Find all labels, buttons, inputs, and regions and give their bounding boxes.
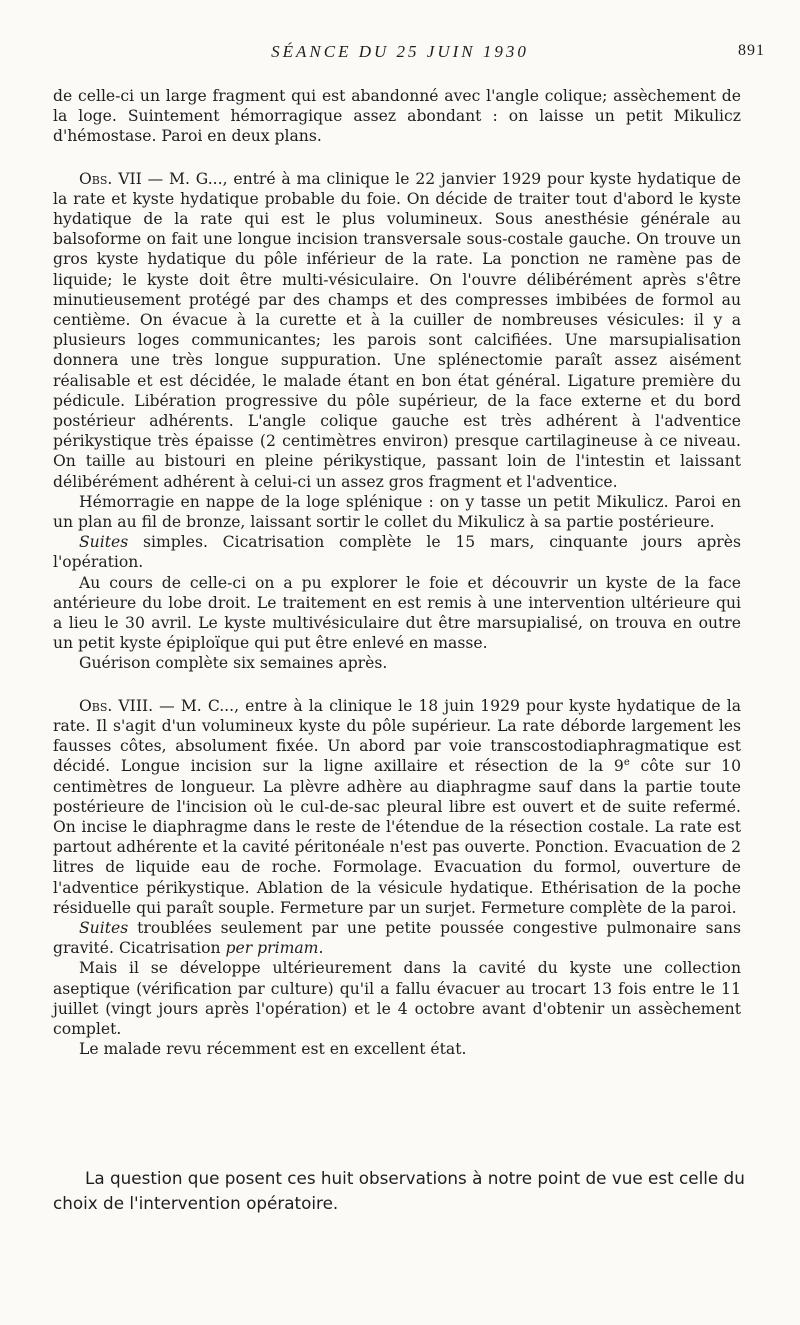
paragraph-intro: de celle-ci un large fragment qui est abandonné avec l'angle colique; assèchement de la loge. Suintement hémorragique assez abondant : on laisse un petit Mikulicz d'hémostase. Paroi en deux plans. bbox=[53, 87, 741, 146]
dash: — bbox=[141, 169, 170, 188]
obs-7-suites bbox=[53, 532, 741, 572]
suites-word: Suites bbox=[79, 533, 129, 552]
obs-8-collection: Mais il se développe ultérieurement dans la cavité du kyste une collection aseptique (vérification par culture) qu'il a fallu évacuer au trocart 13 fois entre le 11 juillet (vingt jours après l'opération) et le 4 octobre avant d'obtenir un assèchement complet. bbox=[53, 959, 741, 1038]
obs-7-suites-text: simples. Cicatrisation complète le 15 mars, cinquante jours après l'opération. bbox=[53, 533, 741, 572]
conclusion-text bbox=[53, 1166, 753, 1216]
obs-7-liver: Au cours de celle-ci on a pu explorer le foie et découvrir un kyste de la face antérieure du lobe droit. Le traitement en est remis à une intervention ultérieure qui a lieu le 30 avril. Le kyste multivésiculaire dut être marsupialisé, on trouva en outre un petit kyste épiploïque qui put être enlevé en masse. bbox=[53, 573, 741, 653]
obs-8-text-b: côte sur 10 centimètres de longueur. La plèvre adhère au diaphragme sauf dans la partie toute postérieure de l'incision où le cul-de-sac pleural libre est ouvert et de suite refermé. On incise le diaphragme dans le reste de l'étendue de la résection costale. La rate est partout adhérente et la cavité péritonéale n'est pas ouverte. Ponction. Evacuation de 2 litres de liquide eau de roche. Formolage. Evacuation du formol, ouverture de l'adventice périkystique. Ablation de la vésicule hydatique. Ethérisation de la poche résiduelle qui paraît souple. Fermeture par un surjet. Fermeture complète de la paroi. bbox=[53, 757, 741, 917]
obs-8-outcome: Le malade revu récemment est en excellent état. bbox=[79, 1040, 467, 1059]
spacer bbox=[53, 147, 741, 169]
page-header bbox=[0, 42, 800, 66]
suites-word: Suites bbox=[79, 918, 129, 937]
obs-8-label: Obs. VIII. bbox=[79, 696, 154, 715]
superscript: e bbox=[623, 757, 630, 769]
obs-8-suites-text: troublées seulement par une petite poussée congestive pulmonaire sans gravité. Cicatrisation bbox=[53, 918, 741, 958]
page-number: 891 bbox=[738, 42, 765, 59]
period: . bbox=[318, 939, 324, 958]
obs-8-paragraph bbox=[53, 696, 741, 918]
obs-7-paragraph bbox=[53, 169, 741, 492]
dash: — bbox=[153, 696, 181, 715]
obs-7-text: M. G..., entré à ma clinique le 22 janvier 1929 pour kyste hydatique de la rate et kyste hydatique probable du foie. On décide de traiter tout d'abord le kyste hydatique de la rate qui est le plus volumineux. Sous anesthésie générale au balsoforme on fait une longue incision transversale sous-costale gauche. On trouve un gros kyste hydatique du pôle inférieur de la rate. La ponction ne ramène pas de liquide; le kyste doit être multi-vésiculaire. On l'ouvre délibérément après s'être minutieusement protégé par des champs et des compresses imbibées de formol au centième. On évacue à la curette et à la cuiller de nombreuses vésicules: il y a plusieurs loges communicantes; les parois sont calcifiées. Une marsupialisation donnera une très longue suppuration. Une splénectomie paraît assez aisément réalisable et est décidée, le malade étant en bon état général. Ligature première du pédicule. Libération progressive du pôle supérieur, de la face externe et du bord postérieur adhérents. L'angle colique gauche est très adhérent à l'adventice périkystique très épaisse (2 centimètres environ) presque cartilagineuse à ce niveau. On taille au bistouri en pleine périkystique, passant loin de l'intestin et laissant délibérément adhérent à celui-ci un assez gros fragment et l'adventice. bbox=[53, 169, 741, 491]
conclusion-paragraph: La question que posent ces huit observations à notre point de vue est celle du choix de l'intervention opératoire. bbox=[53, 1168, 745, 1213]
obs-8-text-a: M. C..., entre à la clinique le 18 juin 1929 pour kyste hydatique de la rate. Il s'agit d'un volumineux kyste du pôle supérieur. La rate déborde largement les fausses côtes, absolument fixée. Un abord par voie transcostodiaphragmatique est décidé. Longue incision sur la ligne axillaire et résection de la 9 bbox=[53, 696, 741, 776]
obs-7-hemorrhage: Hémorragie en nappe de la loge splénique : on y tasse un petit Mikulicz. Paroi en un plan au fil de bronze, laissant sortir le collet du Mikulicz à sa partie postérieure. bbox=[53, 492, 741, 532]
obs-8-suites bbox=[53, 918, 741, 958]
running-head: SÉANCE DU 25 JUIN 1930 bbox=[271, 42, 529, 61]
spacer bbox=[53, 674, 741, 696]
per-primam: per primam bbox=[225, 939, 319, 958]
body-text bbox=[53, 86, 741, 1059]
obs-7-guerison: Guérison complète six semaines après. bbox=[79, 654, 388, 673]
obs-7-label: Obs. VII bbox=[79, 169, 142, 188]
